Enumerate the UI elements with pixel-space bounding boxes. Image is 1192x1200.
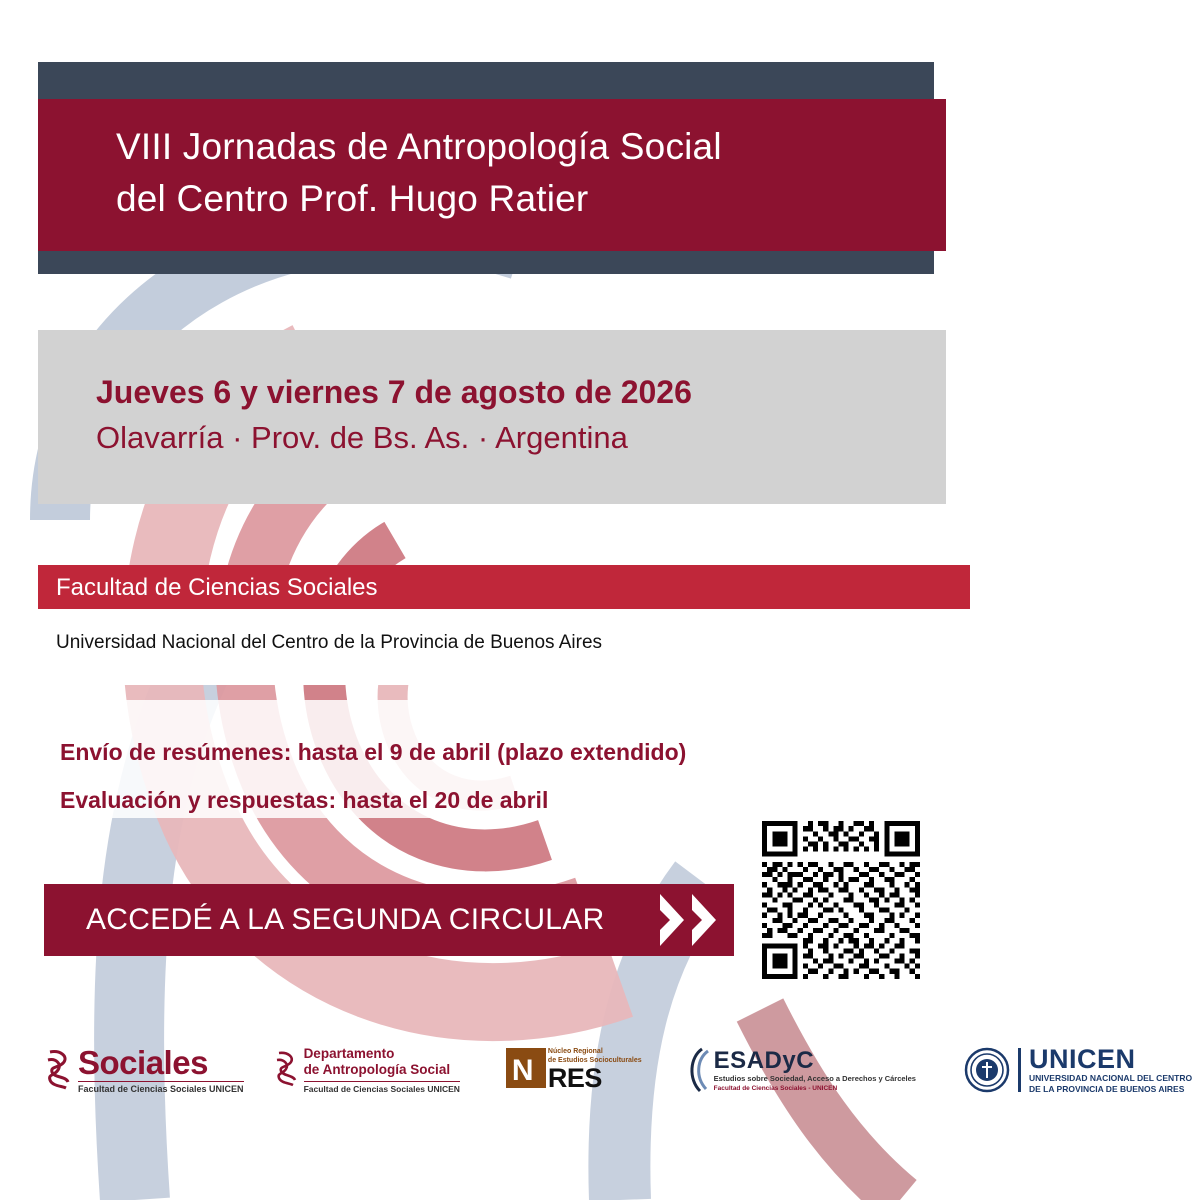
second-circular-label: ACCEDÉ A LA SEGUNDA CIRCULAR — [86, 903, 605, 936]
title-line-1: VIII Jornadas de Antropología Social — [116, 126, 722, 167]
logo-unicen-word: UNICEN — [1028, 1044, 1136, 1074]
logo-departamento-line1: Departamento — [303, 1045, 395, 1061]
logo-nures[interactable] — [506, 1038, 642, 1102]
title-line-2: del Centro Prof. Hugo Ratier — [116, 178, 589, 219]
logo-esadyc-sub: Estudios sobre Sociedad, Acceso a Derechos y Cárceles — [713, 1073, 916, 1083]
deadline-evaluation: Evaluación y respuestas: hasta el 20 de abril — [60, 787, 549, 813]
logo-nures-top2: de Estudios Socioculturales — [547, 1056, 642, 1064]
faculty-band — [38, 565, 970, 609]
university-name: Universidad Nacional del Centro de la Provincia de Buenos Aires — [56, 632, 603, 653]
logo-sociales[interactable] — [44, 1038, 244, 1102]
logo-departamento-sub: Facultad de Ciencias Sociales UNICEN — [304, 1081, 460, 1095]
faculty-name: Facultad de Ciencias Sociales — [56, 574, 378, 601]
double-chevron-right-icon — [658, 890, 720, 950]
logo-unicen-sub1: UNIVERSIDAD NACIONAL DEL CENTRO — [1028, 1073, 1192, 1083]
logo-esadyc-word: ESADyC — [713, 1046, 815, 1074]
nures-mark-icon — [506, 1048, 546, 1093]
deadline-abstracts: Envío de resúmenes: hasta el 9 de abril (plazo extendido) — [60, 739, 687, 765]
logo-unicen[interactable] — [964, 1038, 1192, 1102]
second-circular-button[interactable] — [44, 884, 734, 956]
logo-sociales-word: Sociales — [78, 1043, 208, 1081]
event-dates: Jueves 6 y viernes 7 de agosto de 2026 — [96, 374, 692, 410]
logo-nures-res: RES — [547, 1063, 602, 1093]
esadyc-mark-icon — [684, 1047, 712, 1093]
logo-unicen-sub2: DE LA PROVINCIA DE BUENOS AIRES — [1028, 1084, 1185, 1094]
logo-sociales-sub: Facultad de Ciencias Sociales UNICEN — [78, 1081, 244, 1095]
poster-title — [38, 99, 946, 251]
logo-departamento-line2: de Antropología Social — [303, 1061, 451, 1077]
deadlines-block — [38, 700, 946, 818]
logo-departamento-antropologia[interactable] — [274, 1038, 460, 1102]
event-location: Olavarría · Prov. de Bs. As. · Argentina — [96, 420, 628, 455]
logo-esadyc-sub2: Facultad de Ciencias Sociales - UNICEN — [713, 1084, 838, 1092]
logo-nures-n: N — [511, 1053, 534, 1087]
sponsor-logos-row — [38, 1034, 1192, 1106]
university-strip — [38, 609, 934, 685]
logo-nures-top1: Núcleo Regional — [547, 1048, 603, 1055]
unicen-seal-icon — [964, 1047, 1010, 1093]
sociales-mark-icon — [44, 1048, 74, 1092]
logo-esadyc[interactable] — [684, 1038, 916, 1102]
event-date-block — [38, 330, 946, 504]
qr-code-icon[interactable] — [757, 816, 925, 984]
departamento-mark-icon — [274, 1050, 300, 1090]
